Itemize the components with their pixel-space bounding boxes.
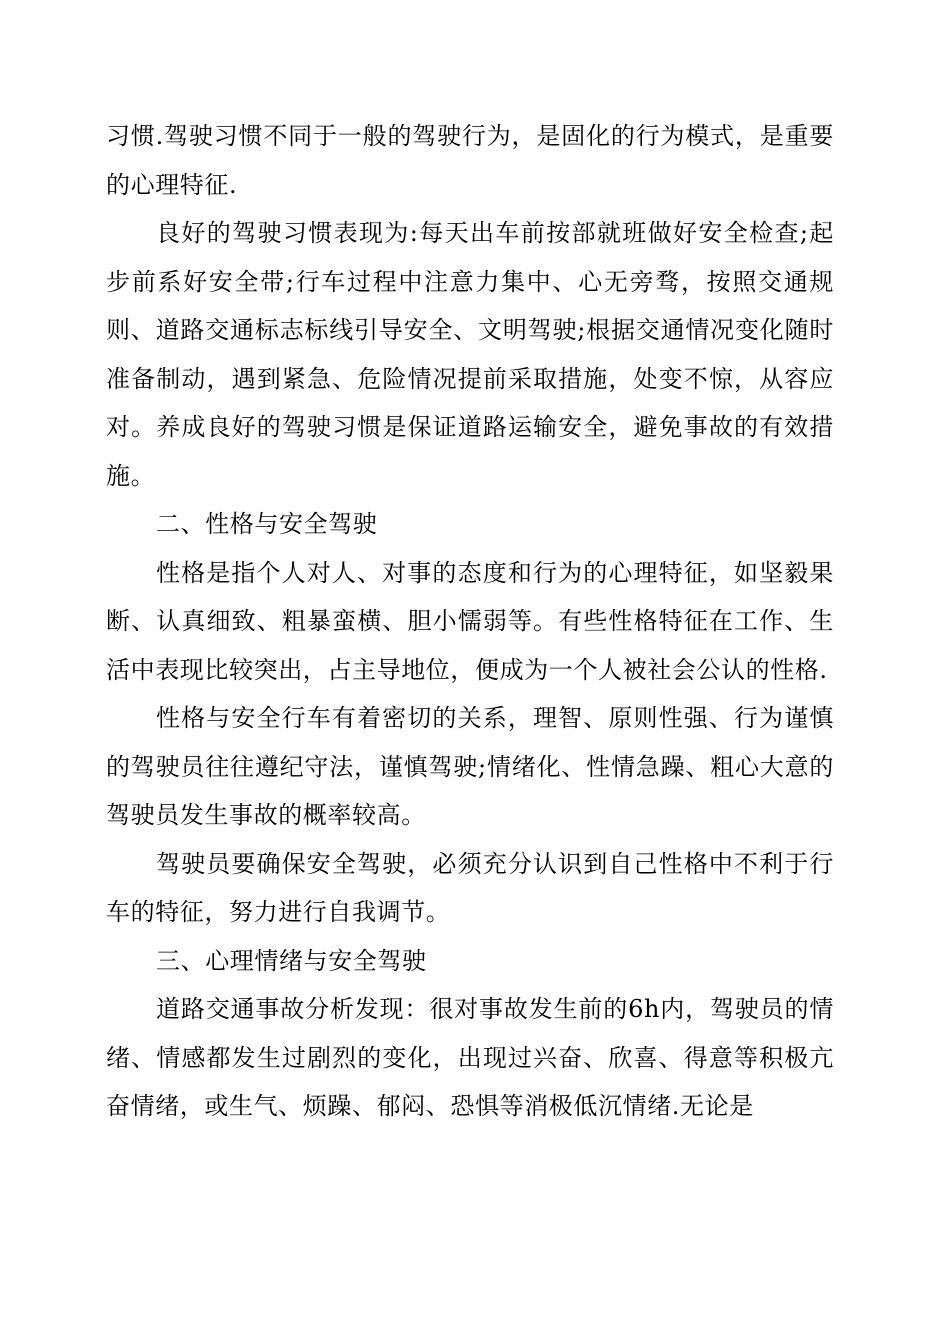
paragraph-good-habits: 良好的驾驶习惯表现为:每天出车前按部就班做好安全检查;起步前系好安全带;行车过程中注意力集中、心无旁骛，按照交通规则、道路交通标志标线引导安全、文明驾驶;根据交通情况变化随时准备制动，遇到紧急、危险情况提前采取措施，处变不惊，从容应对。养成良好的驾驶习惯是保证道路运输安全，避免事故的有效措施。 [106, 219, 834, 490]
section-heading-emotion: 三、心理情绪与安全驾驶 [156, 946, 427, 975]
paragraph-habit-definition: 习惯.驾驶习惯不同于一般的驾驶行为，是固化的行为模式，是重要的心理特征. [106, 122, 834, 199]
paragraph-self-adjustment: 驾驶员要确保安全驾驶，必须充分认识到自己性格中不利于行车的特征，努力进行自我调节。 [106, 849, 834, 926]
section-heading-personality: 二、性格与安全驾驶 [156, 510, 378, 538]
paragraph-emotion-analysis: 道路交通事故分析发现：很对事故发生前的6h内，驾驶员的情绪、情感都发生过剧烈的变化，出现过兴奋、欣喜、得意等积极亢奋情绪，或生气、烦躁、郁闷、恐惧等消极低沉情绪.无论是 [106, 995, 834, 1120]
paragraph-personality-safety: 性格与安全行车有着密切的关系，理智、原则性强、行为谨慎的驾驶员往往遵纪守法，谨慎驾驶;情绪化、性情急躁、粗心大意的驾驶员发生事故的概率较高。 [106, 704, 834, 829]
paragraph-personality-definition: 性格是指个人对人、对事的态度和行为的心理特征，如坚毅果断、认真细致、粗暴蛮横、胆小懦弱等。有些性格特征在工作、生活中表现比较突出，占主导地位，便成为一个人被社会公认的性格. [106, 558, 834, 684]
document-body [106, 112, 834, 1131]
